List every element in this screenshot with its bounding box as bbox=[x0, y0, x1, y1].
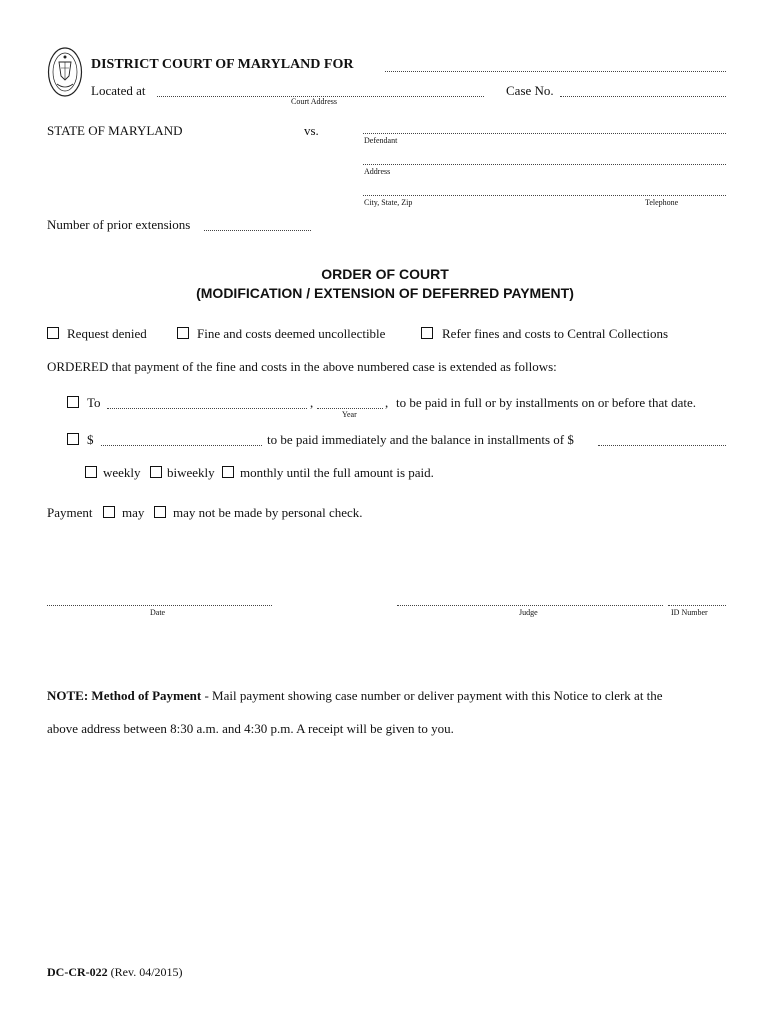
weekly-label: weekly bbox=[103, 465, 141, 480]
uncollectible-checkbox[interactable] bbox=[177, 327, 189, 339]
ordered-text: ORDERED that payment of the fine and costs in the above numbered case is extended as follows: bbox=[47, 359, 557, 374]
city-state-zip-caption: City, State, Zip bbox=[364, 198, 413, 207]
date-caption: Date bbox=[150, 608, 166, 617]
may-label: may bbox=[122, 505, 145, 520]
comma-separator: , bbox=[385, 395, 389, 410]
weekly-checkbox[interactable] bbox=[85, 466, 97, 478]
prior-extensions-field[interactable] bbox=[204, 230, 311, 231]
to-line-suffix: to be paid in full or by installments on or before that date. bbox=[396, 395, 697, 410]
address-caption: Address bbox=[364, 167, 391, 176]
payment-label: Payment bbox=[47, 505, 93, 520]
uncollectible-label: Fine and costs deemed uncollectible bbox=[197, 326, 386, 341]
court-address-caption: Court Address bbox=[291, 97, 337, 106]
monthly-label: monthly until the full amount is paid. bbox=[240, 465, 434, 480]
form-footer bbox=[47, 965, 183, 980]
case-number-field[interactable] bbox=[560, 96, 726, 97]
court-title: DISTRICT COURT OF MARYLAND FOR bbox=[91, 57, 354, 72]
defendant-field[interactable] bbox=[363, 133, 726, 134]
comma-separator: , bbox=[310, 395, 314, 410]
request-denied-checkbox[interactable] bbox=[47, 327, 59, 339]
installment-amount-field[interactable] bbox=[598, 445, 726, 446]
may-checkbox[interactable] bbox=[103, 506, 115, 518]
note-heading: NOTE: Method of Payment bbox=[47, 688, 202, 703]
court-seal-logo bbox=[47, 46, 83, 98]
id-number-caption: ID Number bbox=[671, 608, 708, 617]
note-line-1 bbox=[47, 688, 663, 704]
form-revision: (Rev. 04/2015) bbox=[110, 965, 183, 979]
order-title: ORDER OF COURT bbox=[321, 266, 449, 282]
prior-extensions-label: Number of prior extensions bbox=[47, 217, 191, 232]
case-no-label: Case No. bbox=[506, 83, 554, 98]
may-not-label: may not be made by personal check. bbox=[173, 505, 363, 520]
date-field[interactable] bbox=[47, 605, 272, 606]
central-collections-checkbox[interactable] bbox=[421, 327, 433, 339]
order-subtitle: (MODIFICATION / EXTENSION OF DEFERRED PAYMENT) bbox=[196, 285, 574, 301]
extend-year-field[interactable] bbox=[317, 408, 383, 409]
note-text: - Mail payment showing case number or deliver payment with this Notice to clerk at the bbox=[204, 688, 663, 703]
dollar-sign: $ bbox=[87, 432, 94, 447]
address-field[interactable] bbox=[363, 164, 726, 165]
extend-to-date-checkbox[interactable] bbox=[67, 396, 79, 408]
central-collections-label: Refer fines and costs to Central Collections bbox=[442, 326, 669, 341]
defendant-caption: Defendant bbox=[364, 136, 398, 145]
id-number-field[interactable] bbox=[668, 605, 726, 606]
form-id: DC-CR-022 bbox=[47, 965, 108, 979]
installment-text: to be paid immediately and the balance in installments of $ bbox=[267, 432, 574, 447]
note-line-2: above address between 8:30 a.m. and 4:30 p.m. A receipt will be given to you. bbox=[47, 721, 454, 736]
to-label: To bbox=[87, 395, 101, 410]
may-not-checkbox[interactable] bbox=[154, 506, 166, 518]
judge-signature-field[interactable] bbox=[397, 605, 663, 606]
extend-month-day-field[interactable] bbox=[107, 408, 307, 409]
biweekly-label: biweekly bbox=[167, 465, 215, 480]
request-denied-label: Request denied bbox=[67, 326, 147, 341]
located-at-label: Located at bbox=[91, 83, 146, 98]
telephone-caption: Telephone bbox=[645, 198, 679, 207]
court-county-field[interactable] bbox=[385, 71, 726, 72]
monthly-checkbox[interactable] bbox=[222, 466, 234, 478]
vs-label: vs. bbox=[304, 123, 319, 138]
city-state-zip-field[interactable] bbox=[363, 195, 726, 196]
installment-checkbox[interactable] bbox=[67, 433, 79, 445]
biweekly-checkbox[interactable] bbox=[150, 466, 162, 478]
immediate-amount-field[interactable] bbox=[101, 445, 262, 446]
state-label: STATE OF MARYLAND bbox=[47, 123, 183, 138]
judge-caption: Judge bbox=[519, 608, 538, 617]
year-caption: Year bbox=[342, 410, 357, 419]
